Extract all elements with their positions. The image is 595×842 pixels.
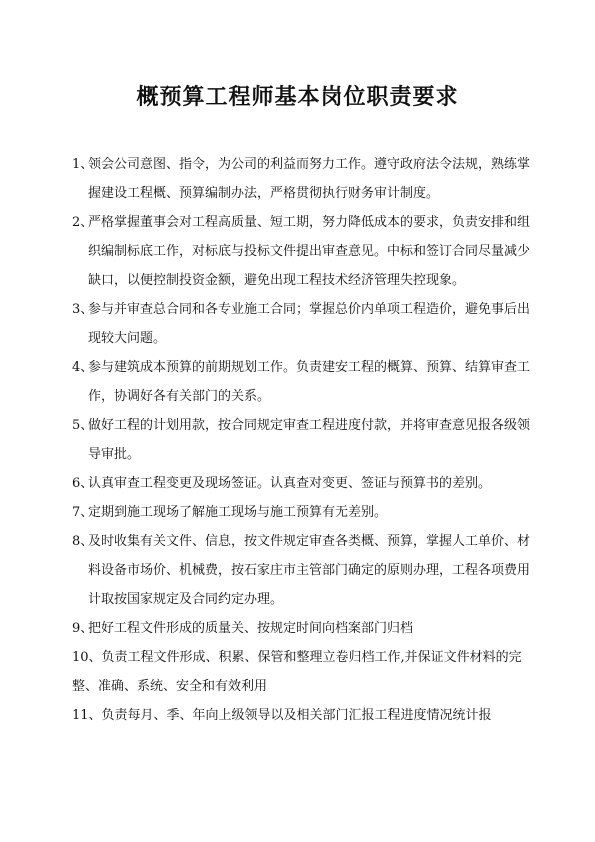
item-text: 负责每月、季、年向上级领导以及相关部门汇报工程进度情况统计报 <box>101 708 492 723</box>
item-text: 严格掌握董事会对工程高质量、短工期，努力降低成本的要求，负责安排和组织编制标底工作，对标底与投标文件提出审查意见。中标和签订合同尽量减少缺口，以便控制投资金额，避免出现工程技术经济管理失控现象。 <box>88 215 531 288</box>
item-number: 2、 <box>72 215 94 230</box>
item-number: 5、 <box>72 418 94 433</box>
item-text: 及时收集有关文件、信息，按文件规定审查各类概、预算，掌握人工单价、材料设备市场价、机械费，按石家庄市主管部门确定的原则办理，工程各项费用计取按国家规定及合同约定办理。 <box>88 534 531 607</box>
item-text: 参与建筑成本预算的前期规划工作。负责建安工程的概算、预算、结算审查工作，协调好各有关部门的关系。 <box>88 360 531 404</box>
list-item <box>72 208 532 295</box>
list-item <box>72 527 532 614</box>
item-text: 做好工程的计划用款，按合同规定审查工程进度付款，并将审查意见报各级领导审批。 <box>88 418 531 462</box>
list-item <box>72 150 532 208</box>
list-item <box>72 643 532 701</box>
item-number: 1、 <box>72 157 94 172</box>
item-text: 认真审查工程变更及现场签证。认真查对变更、签证与预算书的差别。 <box>88 476 492 491</box>
item-number: 4、 <box>72 360 94 375</box>
page-title: 概预算工程师基本岗位职责要求 <box>136 85 459 110</box>
item-text: 定期到施工现场了解施工现场与施工预算有无差别。 <box>88 505 388 520</box>
list-item <box>72 353 532 411</box>
item-number: 9、 <box>72 621 94 636</box>
list-item <box>72 411 532 469</box>
list-item <box>72 498 532 527</box>
item-text: 负责工程文件形成、积累、保管和整理立卷归档工作,并保证文件材料的完整、准确、系统、安全和有效利用 <box>72 650 522 694</box>
item-text: 把好工程文件形成的质量关、按规定时间向档案部门归档 <box>88 621 414 636</box>
item-text: 参与并审查总合同和各专业施工合同；掌握总价内单项工程造价，避免事后出现较大问题。 <box>88 302 531 346</box>
list-item <box>72 614 532 643</box>
item-number: 11、 <box>72 708 102 723</box>
item-text: 领会公司意图、指令，为公司的利益而努力工作。遵守政府法令法规，熟练掌握建设工程概、预算编制办法，严格贯彻执行财务审计制度。 <box>88 157 531 201</box>
list-item <box>72 701 532 730</box>
list-item <box>72 295 532 353</box>
item-number: 10、 <box>72 650 102 665</box>
list-item <box>72 469 532 498</box>
item-number: 6、 <box>72 476 94 491</box>
item-number: 7、 <box>72 505 94 520</box>
duty-list <box>72 150 532 730</box>
item-number: 8、 <box>72 534 94 549</box>
item-number: 3、 <box>72 302 94 317</box>
